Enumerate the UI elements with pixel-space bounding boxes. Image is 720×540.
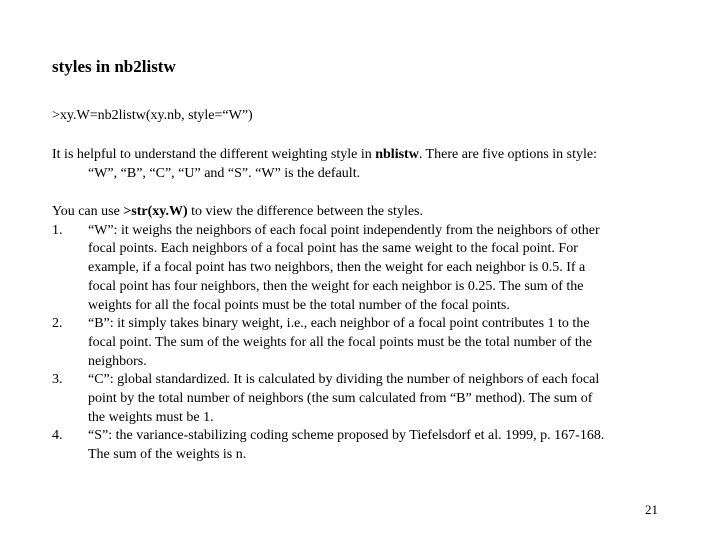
list-number: 4.	[52, 428, 63, 444]
usage-text: You can use	[52, 204, 124, 219]
list-item-c	[52, 371, 692, 427]
intro-paragraph	[52, 145, 692, 183]
list-line: The sum of the weights is n.	[88, 447, 247, 463]
usage-text-end: to view the difference between the styles.	[187, 204, 423, 219]
list-number: 1.	[52, 222, 63, 238]
intro-text-end: . There are five options in style:	[418, 147, 598, 162]
usage-line	[52, 203, 692, 222]
list-item-w	[52, 222, 692, 316]
usage-command: >str(xy.W)	[123, 204, 188, 219]
list-number: 2.	[52, 316, 63, 332]
list-line: “C”: global standardized. It is calculated by dividing the number of neighbors of each focal	[88, 372, 600, 388]
list-line: “B”: it simply takes binary weight, i.e., each neighbor of a focal point contributes 1 to the	[88, 316, 590, 332]
page-number: 21	[645, 502, 658, 517]
intro-style-options: “W”, “B”, “C”, “U” and “S”. “W” is the default.	[88, 166, 361, 181]
list-line: focal point has four neighbors, then the weight for each neighbor is 0.25. The sum of the	[88, 278, 584, 294]
list-line: “S”: the variance-stabilizing coding scheme proposed by Tiefelsdorf et al. 1999, p. 167-168.	[88, 428, 605, 444]
list-item-s	[52, 427, 692, 464]
list-line: weights for all the focal points must be the total number of the focal points.	[88, 297, 510, 313]
list-line: the weights must be 1.	[88, 409, 214, 425]
list-item-b	[52, 315, 692, 371]
list-line: point by the total number of neighbors (the sum calculated from “B” method). The sum of	[88, 391, 593, 407]
styles-section	[52, 203, 692, 465]
slide-title: styles in nb2listw	[52, 57, 176, 76]
list-line: focal point. The sum of the weights for all the focal points must be the total number of the	[88, 334, 593, 350]
list-number: 3.	[52, 372, 63, 388]
list-line: example, if a focal point has two neighbors, then the weight for each neighbor is 0.5. If a	[88, 260, 586, 276]
list-line: focal points. Each neighbors of a focal point has the same weight to the focal point. For	[88, 241, 578, 257]
list-line: neighbors.	[88, 353, 147, 369]
intro-text: It is helpful to understand the different weighting style in	[52, 147, 376, 162]
list-line: “W”: it weighs the neighbors of each focal point independently from the neighbors of other	[88, 222, 600, 238]
command-line: >xy.W=nb2listw(xy.nb, style=“W”)	[52, 108, 253, 123]
intro-function-name: nblistw	[375, 147, 419, 162]
